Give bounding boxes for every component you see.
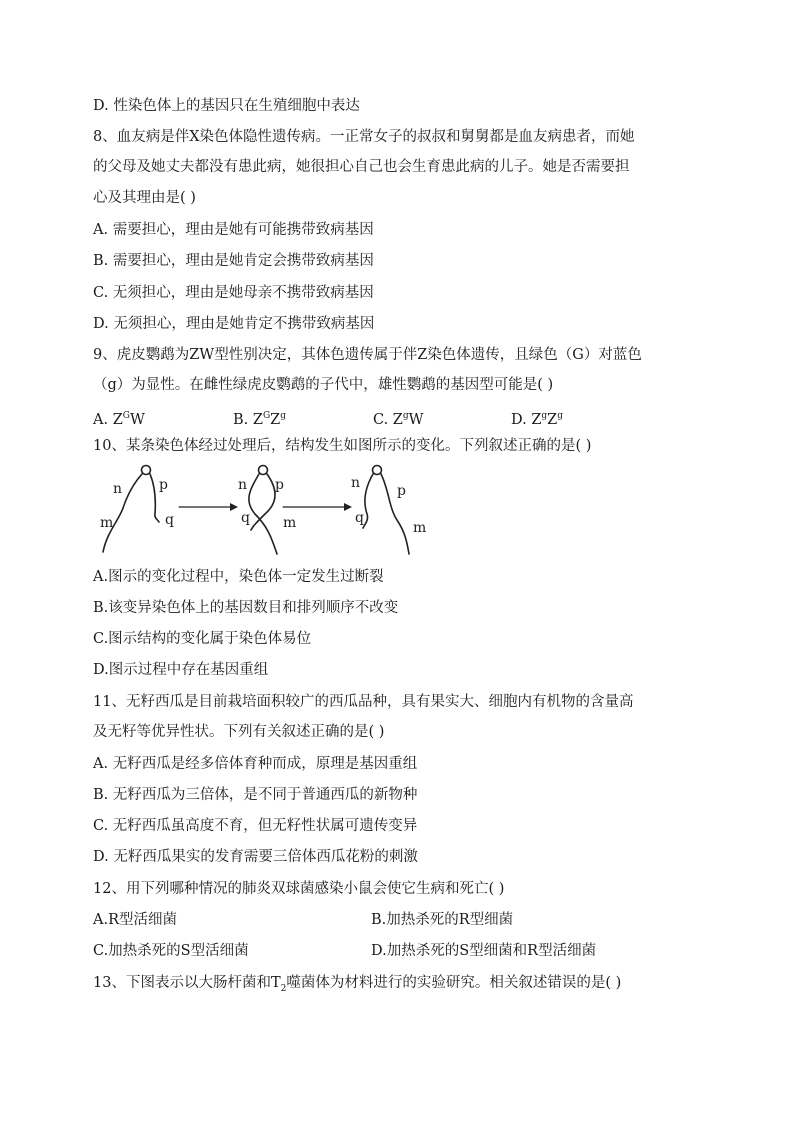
q11-option-b: B. 无籽西瓜为三倍体，是不同于普通西瓜的新物种 (93, 787, 418, 803)
q10-option-a: A.图示的变化过程中，染色体一定发生过断裂 (93, 569, 384, 585)
arrow-right-icon (283, 503, 352, 511)
label-n: n (351, 475, 361, 491)
q11-option-a: A. 无籽西瓜是经多倍体育种而成，原理是基因重组 (93, 756, 418, 772)
q7-option-d: D. 性染色体上的基因只在生殖细胞中表达 (93, 98, 360, 114)
q8-option-c: C. 无须担心，理由是她母亲不携带致病基因 (93, 285, 374, 301)
q9-option-a: A. $Z^GW$ (93, 411, 145, 428)
q11-option-d: D. 无籽西瓜果实的发育需要三倍体西瓜花粉的刺激 (93, 849, 418, 865)
q13-stem: 13、下图表示以大肠杆菌和$T_2$噬菌体为材料进行的实验研究。相关叙述错误的是( ) (93, 975, 622, 994)
q8-option-d: D. 无须担心，理由是她肯定不携带致病基因 (93, 316, 375, 332)
label-p: p (275, 477, 284, 493)
q11-stem-line-2: 及无籽等优异性状。下列有关叙述正确的是( ) (93, 724, 385, 740)
q8-stem-line-2: 的父母及她丈夫都没有患此病，她很担心自己也会生育患此病的儿子。她是否需要担 (93, 159, 630, 175)
q12-stem: 12、用下列哪种情况的肺炎双球菌感染小鼠会使它生病和死亡( ) (93, 881, 505, 897)
q8-stem-line-1: 8、血友病是伴X染色体隐性遗传病。一正常女子的叔叔和舅舅都是血友病患者，而她 (93, 129, 635, 145)
label-n: n (238, 477, 248, 493)
q10-option-b: B.该变异染色体上的基因数目和排列顺序不改变 (93, 600, 399, 616)
chromosome-inversion-figure (93, 462, 438, 557)
q12-option-a: A.R型活细菌 (93, 912, 177, 928)
q10-option-d: D.图示过程中存在基因重组 (93, 662, 269, 678)
q8-option-a: A. 需要担心，理由是她有可能携带致病基因 (93, 222, 374, 238)
q12-option-d: D.加热杀死的S型细菌和R型活细菌 (371, 943, 597, 959)
q8-option-b: B. 需要担心，理由是她肯定会携带致病基因 (93, 253, 374, 269)
label-m: m (100, 515, 114, 531)
q9-stem-line-2: （g）为显性。在雌性绿虎皮鹦鹉的子代中，雄性鹦鹉的基因型可能是( ) (93, 377, 554, 393)
q9-option-c: C. $Z^gW$ (373, 411, 424, 428)
label-m: m (283, 515, 297, 531)
q9-stem-line-1: 9、虎皮鹦鹉为ZW型性别决定，其体色遗传属于伴Z染色体遗传，且绿色（G）对蓝色 (93, 347, 642, 363)
label-p: p (397, 483, 406, 499)
q12-option-b: B.加热杀死的R型细菌 (371, 912, 514, 928)
label-m: m (413, 520, 427, 536)
q11-stem-line-1: 11、无籽西瓜是目前栽培面积较广的西瓜品种，具有果实大、细胞内有机物的含量高 (93, 694, 634, 710)
figure-panel-after (351, 466, 426, 555)
q8-stem-line-3: 心及其理由是( ) (93, 190, 196, 206)
q12-option-c: C.加热杀死的S型活细菌 (93, 943, 249, 959)
q10-option-c: C.图示结构的变化属于染色体易位 (93, 631, 312, 647)
label-n: n (113, 481, 123, 497)
q9-option-b: B. $Z^GZ^g$ (233, 411, 286, 428)
q9-option-d: D. $Z^gZ^g$ (511, 411, 564, 428)
figure-panel-before (100, 466, 174, 553)
q11-option-c: C. 无籽西瓜虽高度不育，但无籽性状属可遗传变异 (93, 818, 418, 834)
arrow-right-icon (179, 503, 238, 511)
label-q: q (241, 510, 250, 526)
label-q: q (165, 512, 174, 528)
q10-stem: 10、某条染色体经过处理后，结构发生如图所示的变化。下列叙述正确的是( ) (93, 438, 592, 454)
figure-panel-middle (238, 466, 296, 555)
label-p: p (159, 477, 168, 493)
label-q: q (355, 510, 364, 526)
